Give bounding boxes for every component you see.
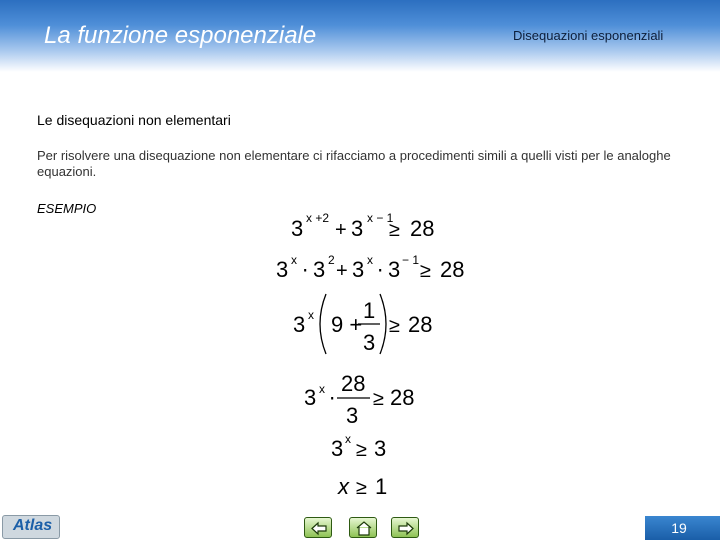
atlas-logo <box>2 515 60 539</box>
rhs: 28 <box>390 385 415 410</box>
relation: ≥ <box>356 439 367 461</box>
exponent: x <box>319 382 325 396</box>
base: 3 <box>293 312 306 337</box>
operator: + <box>335 219 347 241</box>
exponent: x +2 <box>306 211 330 225</box>
relation: ≥ <box>389 219 400 241</box>
equation-line-5 <box>331 432 386 461</box>
slide-subtitle: Disequazioni esponenziali <box>513 28 664 43</box>
variable: x <box>338 474 349 499</box>
page-indicator <box>645 516 720 540</box>
fraction-denominator: 3 <box>363 330 376 355</box>
relation: ≥ <box>373 388 384 410</box>
base: 3 <box>276 257 289 282</box>
exponent: x <box>345 432 351 446</box>
rhs: 3 <box>374 436 387 461</box>
equation-line-4 <box>304 371 414 428</box>
base: 3 <box>331 436 344 461</box>
forward-button[interactable] <box>391 517 419 538</box>
fraction-numerator: 28 <box>341 371 366 396</box>
operator: ⋅ <box>329 388 336 410</box>
left-parenthesis <box>320 294 326 354</box>
back-arrow-icon <box>305 518 333 539</box>
inner-expression: 9 + <box>331 312 363 337</box>
base: 3 <box>351 216 364 241</box>
rhs: 28 <box>410 216 435 241</box>
exponent: x <box>308 308 314 322</box>
equation-line-2 <box>276 253 464 282</box>
exponent: − 1 <box>402 253 420 267</box>
equation-line-1 <box>291 211 434 241</box>
fraction-denominator: 3 <box>346 403 359 428</box>
relation: ≥ <box>420 260 431 282</box>
base: 3 <box>291 216 304 241</box>
rhs: 1 <box>375 474 388 499</box>
exponent: x − 1 <box>367 211 394 225</box>
equation-line-3 <box>293 294 432 355</box>
operator: + <box>336 260 348 282</box>
example-label: ESEMPIO <box>37 201 97 216</box>
relation: ≥ <box>356 477 367 499</box>
right-parenthesis <box>380 294 386 354</box>
home-icon <box>350 518 378 539</box>
section-title: Le disequazioni non elementari <box>37 112 231 128</box>
home-button[interactable] <box>349 517 377 538</box>
equation-line-6 <box>337 474 387 499</box>
forward-arrow-icon <box>392 518 420 539</box>
logo-text: Atlas <box>13 517 53 534</box>
exponent: 2 <box>328 253 335 267</box>
intro-paragraph: Per risolvere una disequazione non elementare ci rifacciamo a procedimenti simili a quelli visti per le analoghe equazioni. <box>37 148 671 179</box>
rhs: 28 <box>440 257 465 282</box>
exponent: x <box>367 253 373 267</box>
base: 3 <box>388 257 401 282</box>
rhs: 28 <box>408 312 433 337</box>
page-number: 19 <box>671 520 687 536</box>
exponent: x <box>291 253 297 267</box>
operator: ⋅ <box>377 260 384 282</box>
base: 3 <box>352 257 365 282</box>
operator: ⋅ <box>302 260 309 282</box>
fraction-numerator: 1 <box>363 298 376 323</box>
back-button[interactable] <box>304 517 332 538</box>
relation: ≥ <box>389 315 400 337</box>
base: 3 <box>313 257 326 282</box>
presentation-title: La funzione esponenziale <box>44 22 317 49</box>
base: 3 <box>304 385 317 410</box>
